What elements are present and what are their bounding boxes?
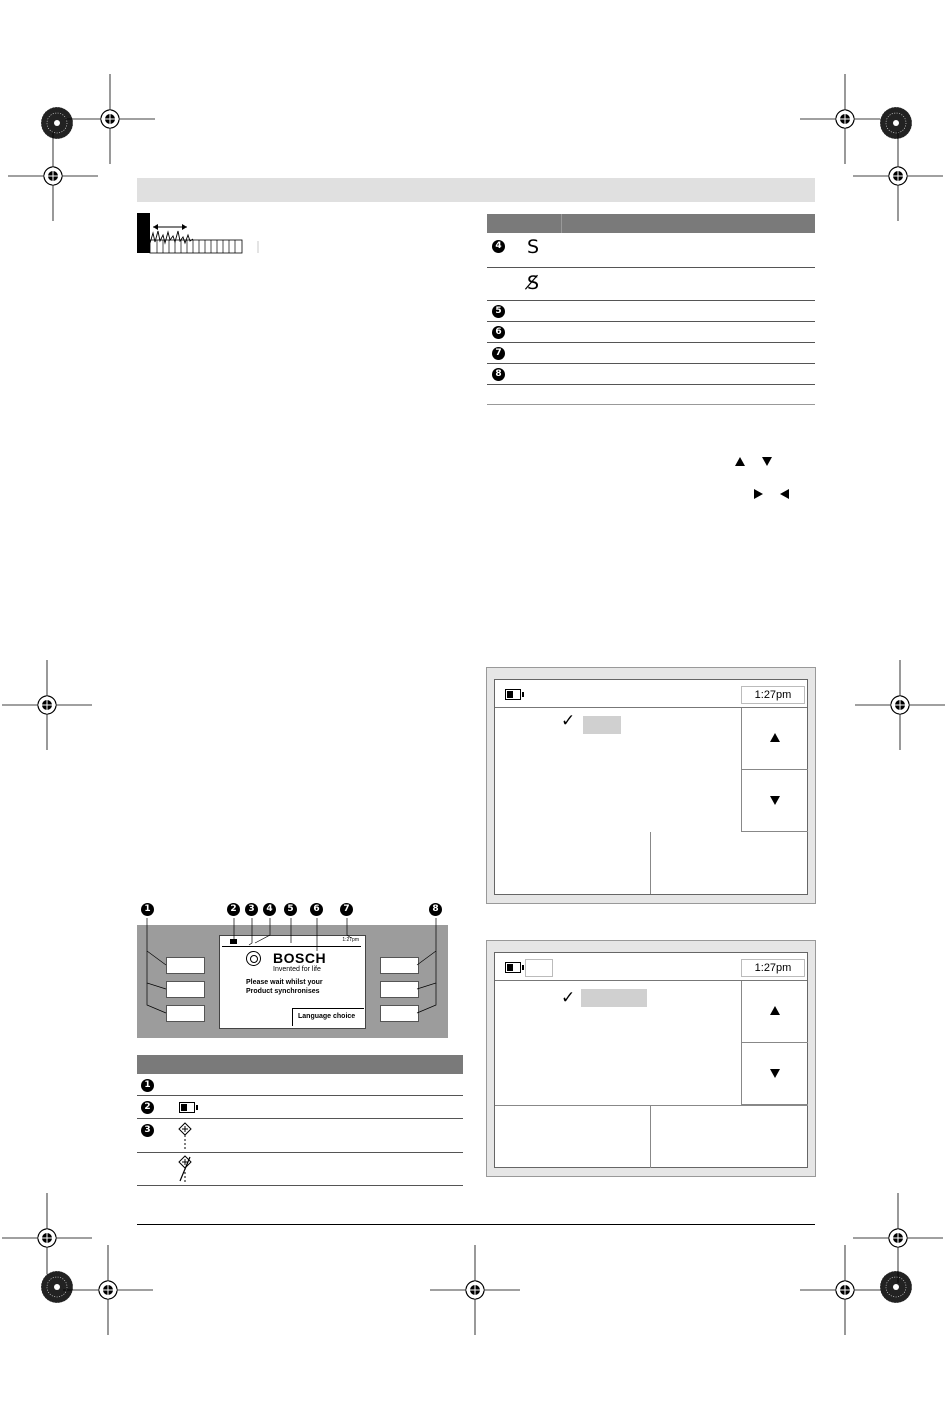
callout-number: 2 bbox=[227, 903, 240, 916]
crosshair-mark bbox=[2, 1193, 92, 1283]
right-table-row bbox=[487, 364, 815, 384]
callout-number: 4 bbox=[492, 240, 505, 253]
callout-number: 8 bbox=[492, 368, 505, 381]
right-table-row bbox=[487, 268, 815, 300]
callout-number: 7 bbox=[492, 347, 505, 360]
crosshair-mark bbox=[853, 131, 943, 221]
soft-key-left[interactable] bbox=[495, 1105, 650, 1168]
row-divider bbox=[487, 384, 815, 385]
scroll-down-button[interactable] bbox=[741, 1043, 808, 1105]
right-table-header bbox=[487, 214, 815, 233]
status-bar bbox=[495, 680, 807, 708]
message-line-1: Please wait whilst your bbox=[246, 979, 323, 986]
screen-frame bbox=[494, 679, 808, 895]
star-mark-tr bbox=[880, 107, 912, 139]
crosshair-mark bbox=[800, 1245, 890, 1335]
status-field bbox=[525, 959, 553, 977]
left-table-row bbox=[137, 1153, 463, 1185]
star-mark-bl bbox=[41, 1271, 73, 1303]
up-arrow-icon bbox=[770, 733, 780, 742]
callout-number: 5 bbox=[492, 305, 505, 318]
scroll-up-button[interactable] bbox=[741, 981, 808, 1043]
thickness-scale-figure bbox=[137, 213, 262, 255]
battery-icon bbox=[179, 1102, 195, 1113]
star-mark-tl bbox=[41, 107, 73, 139]
callout-leader-lines bbox=[137, 913, 463, 1023]
selected-option-highlight[interactable] bbox=[581, 989, 647, 1007]
callout-number: 6 bbox=[310, 903, 323, 916]
sync-off-icon bbox=[178, 1155, 192, 1183]
up-arrow-icon bbox=[735, 457, 745, 466]
down-arrow-icon bbox=[770, 796, 780, 805]
right-table-row bbox=[487, 343, 815, 363]
crosshair-mark bbox=[65, 74, 155, 164]
row-divider bbox=[487, 404, 815, 405]
check-mark-icon: ✓ bbox=[561, 988, 576, 1008]
screen-frame bbox=[494, 952, 808, 1168]
crosshair-mark bbox=[63, 1245, 153, 1335]
callout-number: 8 bbox=[429, 903, 442, 916]
left-table-header bbox=[137, 1055, 463, 1074]
settings-screen-2 bbox=[486, 940, 816, 1177]
battery-icon bbox=[505, 689, 521, 700]
status-bar bbox=[495, 953, 807, 981]
sound-off-symbol: S̸ bbox=[527, 272, 540, 294]
scroll-down-button[interactable] bbox=[741, 770, 808, 832]
left-table-row bbox=[137, 1075, 463, 1095]
star-mark-br bbox=[880, 1271, 912, 1303]
callout-number: 3 bbox=[245, 903, 258, 916]
down-arrow-icon bbox=[762, 457, 772, 466]
callout-number: 4 bbox=[263, 903, 276, 916]
message-line-2: Product synchronises bbox=[246, 988, 320, 995]
callout-number: 1 bbox=[141, 903, 154, 916]
callout-number: 1 bbox=[141, 1079, 154, 1092]
page-header-bar bbox=[137, 178, 815, 202]
down-arrow-icon bbox=[770, 1069, 780, 1078]
right-table-row bbox=[487, 301, 815, 321]
clock: 1:27pm bbox=[741, 686, 805, 704]
page-footer-rule bbox=[137, 1224, 815, 1225]
crosshair-mark bbox=[800, 74, 890, 164]
right-table-header-divider bbox=[561, 214, 562, 233]
status-time: 1:27pm bbox=[342, 937, 359, 943]
brand-name: BOSCH bbox=[273, 950, 327, 966]
right-table-row bbox=[487, 322, 815, 342]
callout-number: 7 bbox=[340, 903, 353, 916]
callout-number: 2 bbox=[141, 1101, 154, 1114]
left-table-row bbox=[137, 1119, 463, 1152]
crosshair-mark bbox=[8, 131, 98, 221]
left-table-row bbox=[137, 1096, 463, 1118]
callout-number: 3 bbox=[141, 1124, 154, 1137]
settings-screen-1 bbox=[486, 667, 816, 904]
language-choice-label: Language choice bbox=[298, 1013, 356, 1020]
left-arrow-icon bbox=[780, 489, 789, 499]
callout-number: 5 bbox=[284, 903, 297, 916]
selected-option-highlight[interactable] bbox=[583, 716, 621, 734]
sound-on-symbol: S bbox=[527, 236, 540, 258]
crosshair-mark bbox=[853, 1193, 943, 1283]
right-table-row bbox=[487, 234, 815, 267]
scroll-up-button[interactable] bbox=[741, 708, 808, 770]
crosshair-mark bbox=[2, 660, 92, 750]
soft-key-right[interactable] bbox=[650, 832, 808, 894]
up-arrow-icon bbox=[770, 1006, 780, 1015]
clock: 1:27pm bbox=[741, 959, 805, 977]
soft-key-right[interactable] bbox=[650, 1105, 808, 1168]
crosshair-mark bbox=[855, 660, 945, 750]
row-divider bbox=[137, 1185, 463, 1186]
callout-number: 6 bbox=[492, 326, 505, 339]
battery-icon bbox=[505, 962, 521, 973]
sync-icon bbox=[178, 1122, 192, 1150]
right-arrow-icon bbox=[754, 489, 763, 499]
crosshair-mark bbox=[430, 1245, 520, 1335]
check-mark-icon: ✓ bbox=[561, 711, 576, 731]
brand-tagline: Invented for life bbox=[273, 966, 321, 973]
